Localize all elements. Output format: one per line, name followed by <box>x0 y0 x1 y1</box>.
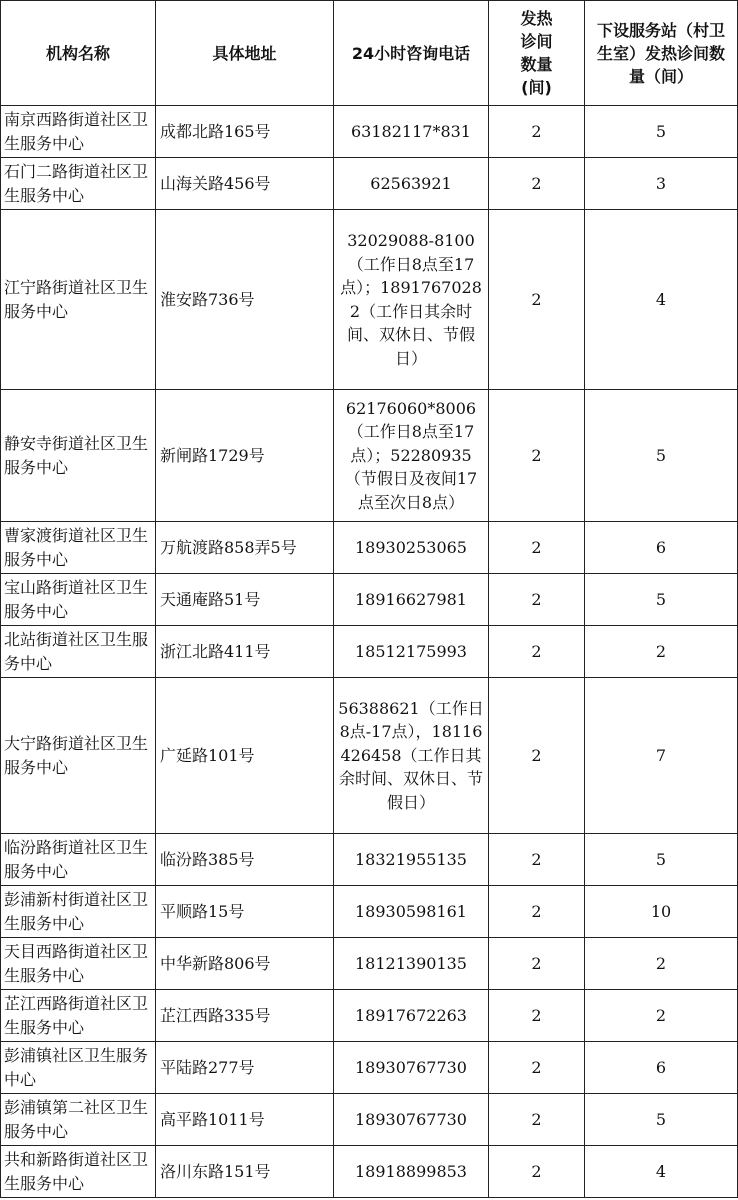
table-row <box>1 390 738 522</box>
table-header-row <box>1 1 738 106</box>
row-stations: 5 <box>585 574 738 626</box>
header-stations: 下设服务站（村卫生室）发热诊间数量（间） <box>585 1 738 106</box>
row-clinics: 2 <box>489 210 585 390</box>
table-row <box>1 886 738 938</box>
table-row <box>1 522 738 574</box>
row-name: 江宁路街道社区卫生服务中心 <box>1 210 156 390</box>
table-row <box>1 574 738 626</box>
row-phone: 62563921 <box>334 158 489 210</box>
row-clinics: 2 <box>489 574 585 626</box>
row-stations: 6 <box>585 522 738 574</box>
row-clinics: 2 <box>489 626 585 678</box>
row-phone: 18918899853 <box>334 1146 489 1198</box>
row-address: 新闸路1729号 <box>156 390 334 522</box>
row-clinics: 2 <box>489 1042 585 1094</box>
row-stations: 5 <box>585 390 738 522</box>
row-clinics: 2 <box>489 834 585 886</box>
row-phone: 18930767730 <box>334 1042 489 1094</box>
row-phone: 63182117*831 <box>334 106 489 158</box>
row-stations: 10 <box>585 886 738 938</box>
row-name: 共和新路街道社区卫生服务中心 <box>1 1146 156 1198</box>
row-stations: 4 <box>585 210 738 390</box>
row-address: 山海关路456号 <box>156 158 334 210</box>
row-clinics: 2 <box>489 158 585 210</box>
row-name: 天目西路街道社区卫生服务中心 <box>1 938 156 990</box>
row-name: 大宁路街道社区卫生服务中心 <box>1 678 156 834</box>
row-stations: 2 <box>585 626 738 678</box>
row-name: 彭浦新村街道社区卫生服务中心 <box>1 886 156 938</box>
row-phone: 18930598161 <box>334 886 489 938</box>
row-phone: 18512175993 <box>334 626 489 678</box>
row-clinics: 2 <box>489 1094 585 1146</box>
table-row <box>1 106 738 158</box>
row-stations: 6 <box>585 1042 738 1094</box>
row-address: 万航渡路858弄5号 <box>156 522 334 574</box>
row-stations: 5 <box>585 1094 738 1146</box>
row-address: 芷江西路335号 <box>156 990 334 1042</box>
row-clinics: 2 <box>489 106 585 158</box>
header-clinics: 发热诊间数量(间) <box>489 1 585 106</box>
header-phone: 24小时咨询电话 <box>334 1 489 106</box>
table-row <box>1 1146 738 1198</box>
row-name: 宝山路街道社区卫生服务中心 <box>1 574 156 626</box>
row-address: 平顺路15号 <box>156 886 334 938</box>
table-row <box>1 158 738 210</box>
row-name: 北站街道社区卫生服务中心 <box>1 626 156 678</box>
row-stations: 7 <box>585 678 738 834</box>
table-row <box>1 1094 738 1146</box>
row-address: 淮安路736号 <box>156 210 334 390</box>
row-address: 洛川东路151号 <box>156 1146 334 1198</box>
row-name: 彭浦镇社区卫生服务中心 <box>1 1042 156 1094</box>
row-phone: 62176060*8006（工作日8点至17点）；52280935（节假日及夜间17点至次日8点） <box>334 390 489 522</box>
row-stations: 3 <box>585 158 738 210</box>
row-address: 中华新路806号 <box>156 938 334 990</box>
row-phone: 18917672263 <box>334 990 489 1042</box>
header-name: 机构名称 <box>1 1 156 106</box>
row-name: 石门二路街道社区卫生服务中心 <box>1 158 156 210</box>
row-address: 成都北路165号 <box>156 106 334 158</box>
table-row <box>1 938 738 990</box>
row-phone: 18930767730 <box>334 1094 489 1146</box>
row-name: 曹家渡街道社区卫生服务中心 <box>1 522 156 574</box>
row-phone: 18121390135 <box>334 938 489 990</box>
row-phone: 32029088-8100（工作日8点至17点）；18917670282（工作日其余时间、双休日、节假日） <box>334 210 489 390</box>
row-clinics: 2 <box>489 990 585 1042</box>
row-address: 浙江北路411号 <box>156 626 334 678</box>
row-clinics: 2 <box>489 938 585 990</box>
header-address: 具体地址 <box>156 1 334 106</box>
row-stations: 2 <box>585 990 738 1042</box>
row-stations: 2 <box>585 938 738 990</box>
row-name: 芷江西路街道社区卫生服务中心 <box>1 990 156 1042</box>
row-stations: 5 <box>585 106 738 158</box>
row-name: 彭浦镇第二社区卫生服务中心 <box>1 1094 156 1146</box>
row-address: 广延路101号 <box>156 678 334 834</box>
row-clinics: 2 <box>489 522 585 574</box>
row-clinics: 2 <box>489 390 585 522</box>
table-row <box>1 210 738 390</box>
row-name: 临汾路街道社区卫生服务中心 <box>1 834 156 886</box>
table-row <box>1 678 738 834</box>
row-clinics: 2 <box>489 886 585 938</box>
row-address: 高平路1011号 <box>156 1094 334 1146</box>
row-clinics: 2 <box>489 678 585 834</box>
row-address: 天通庵路51号 <box>156 574 334 626</box>
row-stations: 4 <box>585 1146 738 1198</box>
row-phone: 18916627981 <box>334 574 489 626</box>
table-row <box>1 626 738 678</box>
row-address: 平陆路277号 <box>156 1042 334 1094</box>
row-address: 临汾路385号 <box>156 834 334 886</box>
row-name: 南京西路街道社区卫生服务中心 <box>1 106 156 158</box>
table-row <box>1 1042 738 1094</box>
row-phone: 56388621（工作日8点-17点），18116426458（工作日其余时间、双休日、节假日） <box>334 678 489 834</box>
row-name: 静安寺街道社区卫生服务中心 <box>1 390 156 522</box>
table-row <box>1 990 738 1042</box>
row-clinics: 2 <box>489 1146 585 1198</box>
row-stations: 5 <box>585 834 738 886</box>
row-phone: 18930253065 <box>334 522 489 574</box>
table-row <box>1 834 738 886</box>
row-phone: 18321955135 <box>334 834 489 886</box>
